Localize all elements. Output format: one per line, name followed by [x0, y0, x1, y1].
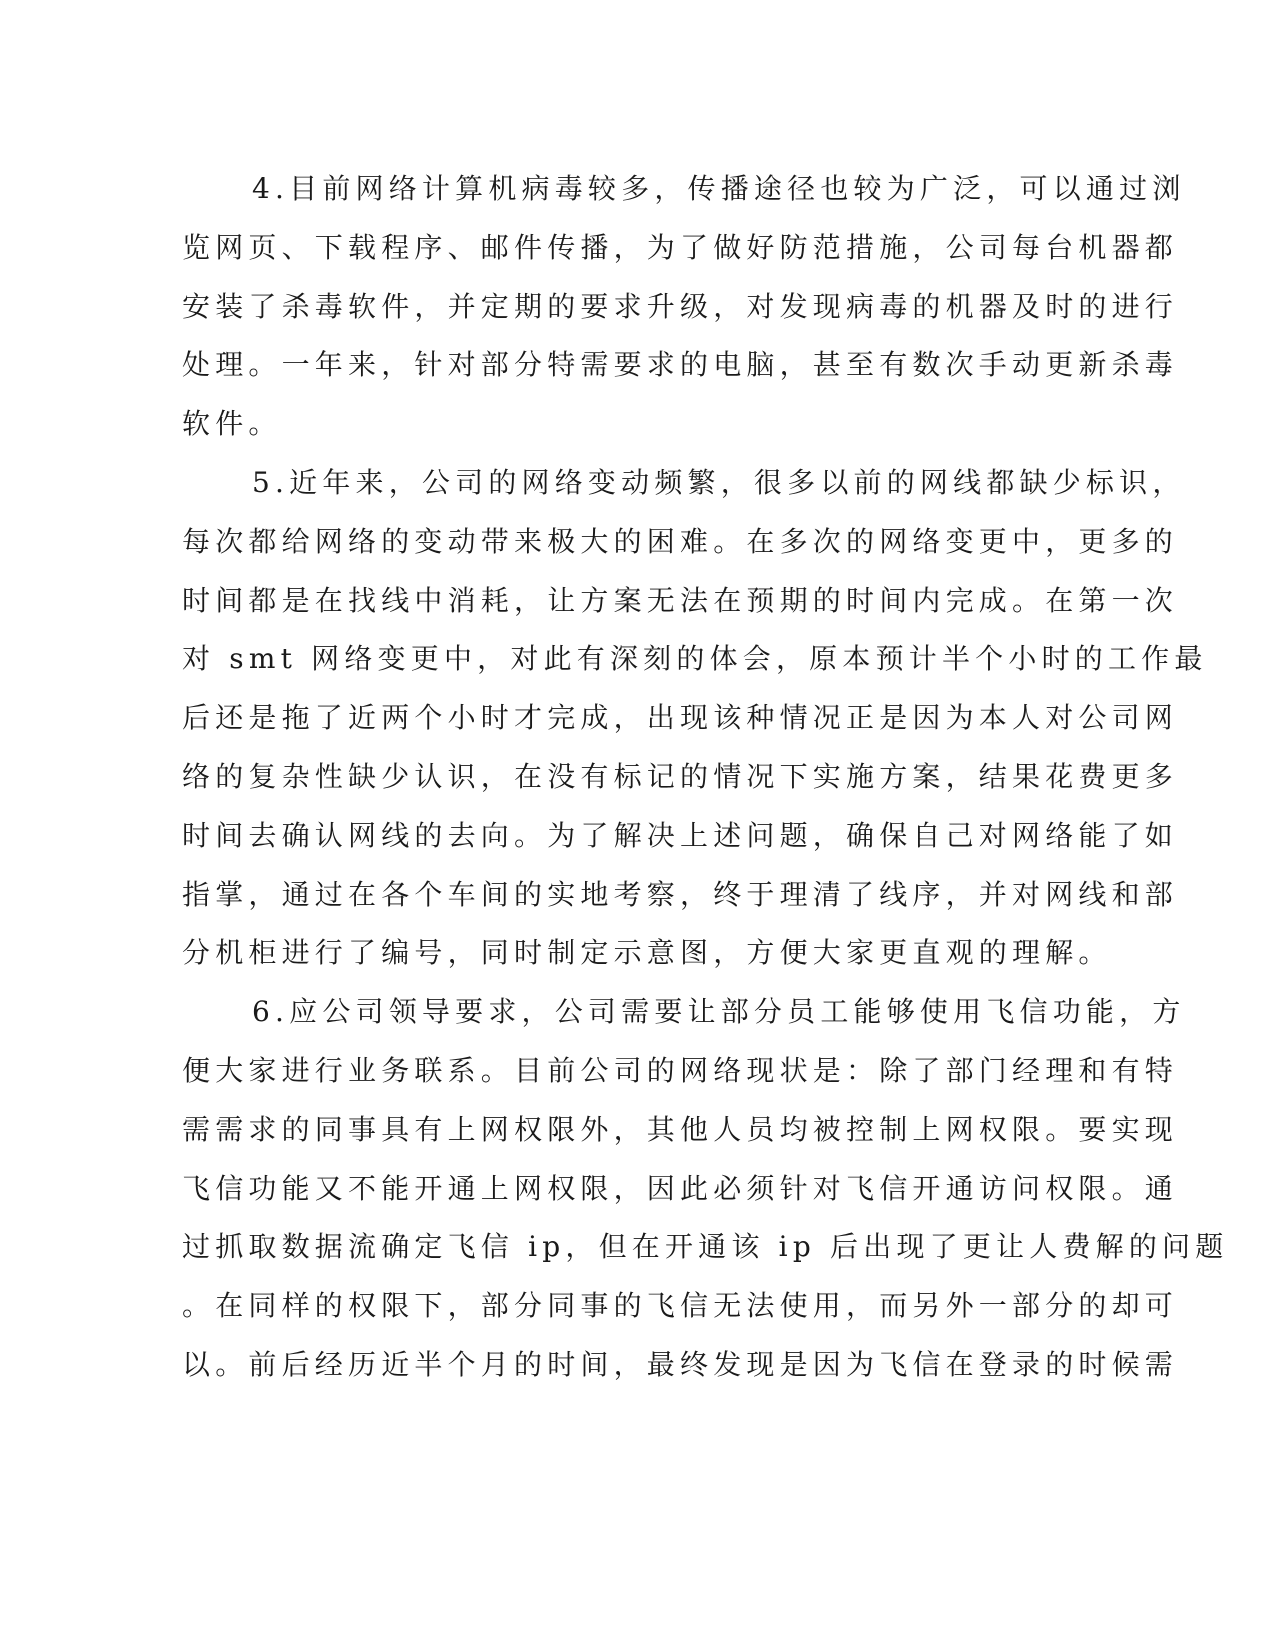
text-line: 安装了杀毒软件，并定期的要求升级，对发现病毒的机器及时的进行	[182, 289, 1179, 323]
text-line: 4.目前网络计算机病毒较多，传播途径也较为广泛，可以通过浏	[252, 172, 1186, 205]
text-line: 每次都给网络的变动带来极大的困难。在多次的网络变更中，更多的	[182, 524, 1179, 558]
text-line: 时间都是在找线中消耗，让方案无法在预期的时间内完成。在第一次	[182, 583, 1179, 617]
text-line: 后还是拖了近两个小时才完成，出现该种情况正是因为本人对公司网	[182, 701, 1179, 735]
paragraph-5	[182, 454, 1208, 983]
text-line: 过抓取数据流确定飞信 ip，但在开通该 ip 后出现了更让人费解的问题	[182, 1230, 1229, 1264]
text-line: 软件。	[182, 407, 282, 441]
paragraph-4	[182, 160, 1186, 454]
text-line: 分机柜进行了编号，同时制定示意图，方便大家更直观的理解。	[182, 936, 1112, 970]
text-line: 便大家进行业务联系。目前公司的网络现状是：除了部门经理和有特	[182, 1053, 1179, 1087]
text-line: 飞信功能又不能开通上网权限，因此必须针对飞信开通访问权限。通	[182, 1171, 1179, 1205]
text-line: 对 smt 网络变更中，对此有深刻的体会，原本预计半个小时的工作最	[182, 642, 1208, 676]
text-line: 6.应公司领导要求，公司需要让部分员工能够使用飞信功能，方	[252, 995, 1186, 1029]
text-line: 5.近年来，公司的网络变动频繁，很多以前的网线都缺少标识，	[252, 465, 1186, 499]
text-line: 处理。一年来，针对部分特需要求的电脑，甚至有数次手动更新杀毒	[182, 348, 1179, 382]
text-line: 时间去确认网线的去向。为了解决上述问题，确保自己对网络能了如	[182, 818, 1179, 852]
text-line: 。在同样的权限下，部分同事的飞信无法使用，而另外一部分的却可	[182, 1289, 1179, 1323]
text-line: 指掌，通过在各个车间的实地考察，终于理清了线序，并对网线和部	[182, 877, 1179, 911]
text-line: 需需求的同事具有上网权限外，其他人员均被控制上网权限。要实现	[182, 1112, 1179, 1146]
text-line: 览网页、下载程序、邮件传播，为了做好防范措施，公司每台机器都	[182, 230, 1179, 264]
text-line: 络的复杂性缺少认识，在没有标记的情况下实施方案，结果花费更多	[182, 759, 1179, 793]
paragraph-6	[182, 983, 1229, 1395]
text-line: 以。前后经历近半个月的时间，最终发现是因为飞信在登录的时候需	[182, 1347, 1179, 1381]
document-body	[182, 160, 1229, 1395]
